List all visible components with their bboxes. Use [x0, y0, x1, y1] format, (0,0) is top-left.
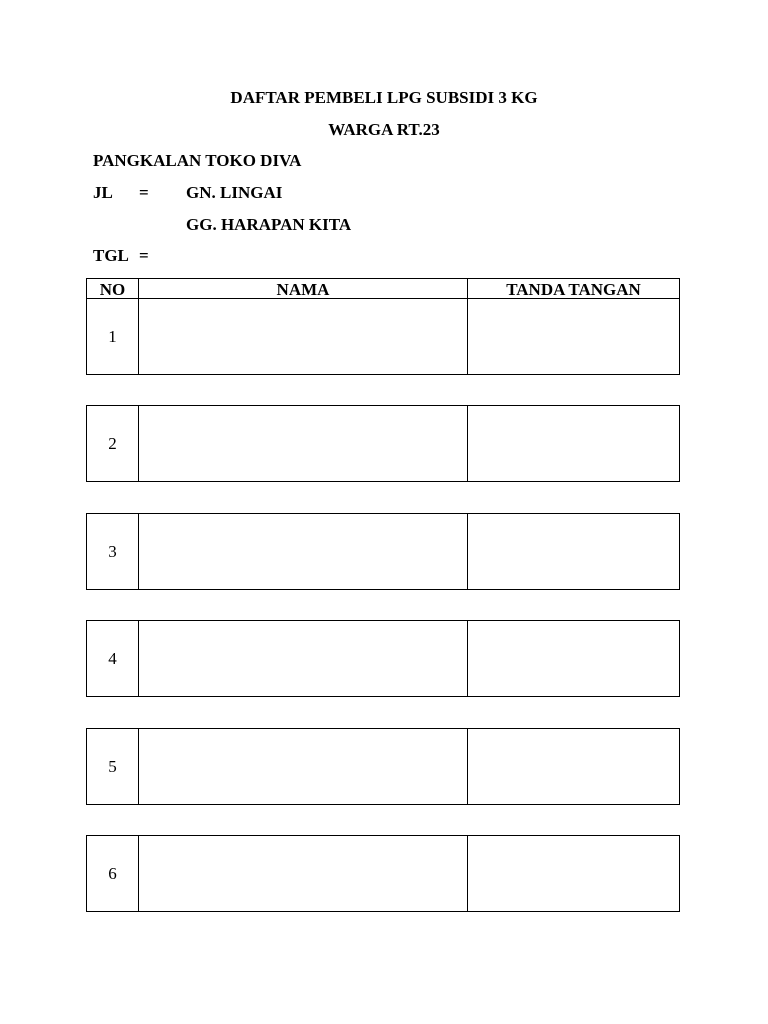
name-cell[interactable]: [139, 836, 468, 911]
row-number: 4: [87, 621, 139, 696]
name-cell[interactable]: [139, 299, 468, 374]
document-title: DAFTAR PEMBELI LPG SUBSIDI 3 KG: [230, 88, 538, 107]
name-cell[interactable]: [139, 406, 468, 481]
table-row: [86, 513, 680, 590]
signature-cell[interactable]: [468, 299, 679, 374]
document-subtitle: WARGA RT.23: [328, 120, 440, 139]
row-number: 6: [87, 836, 139, 911]
name-cell[interactable]: [139, 729, 468, 804]
date-equals: =: [139, 246, 149, 265]
name-cell[interactable]: [139, 621, 468, 696]
address-label: JL: [93, 183, 113, 202]
row-number: 2: [87, 406, 139, 481]
address-line-2: GG. HARAPAN KITA: [186, 215, 352, 234]
header-nama: NAMA: [139, 279, 468, 299]
signature-cell[interactable]: [468, 836, 679, 911]
store-name: PANGKALAN TOKO DIVA: [93, 151, 302, 170]
signature-cell[interactable]: [468, 514, 679, 589]
table-row: [86, 298, 680, 375]
header-no: NO: [87, 279, 139, 299]
table-header: [86, 278, 680, 299]
row-number: 1: [87, 299, 139, 374]
header-tanda-tangan: TANDA TANGAN: [506, 279, 641, 299]
table-row: [86, 835, 680, 912]
name-cell[interactable]: [139, 514, 468, 589]
table-row: [86, 728, 680, 805]
table-row: [86, 405, 680, 482]
address-line-1: GN. LINGAI: [186, 183, 283, 202]
table-row: [86, 620, 680, 697]
signature-cell[interactable]: [468, 729, 679, 804]
address-equals: =: [139, 183, 149, 202]
row-number: 3: [87, 514, 139, 589]
date-label: TGL: [93, 246, 129, 265]
signature-cell[interactable]: [468, 406, 679, 481]
signature-cell[interactable]: [468, 621, 679, 696]
row-number: 5: [87, 729, 139, 804]
